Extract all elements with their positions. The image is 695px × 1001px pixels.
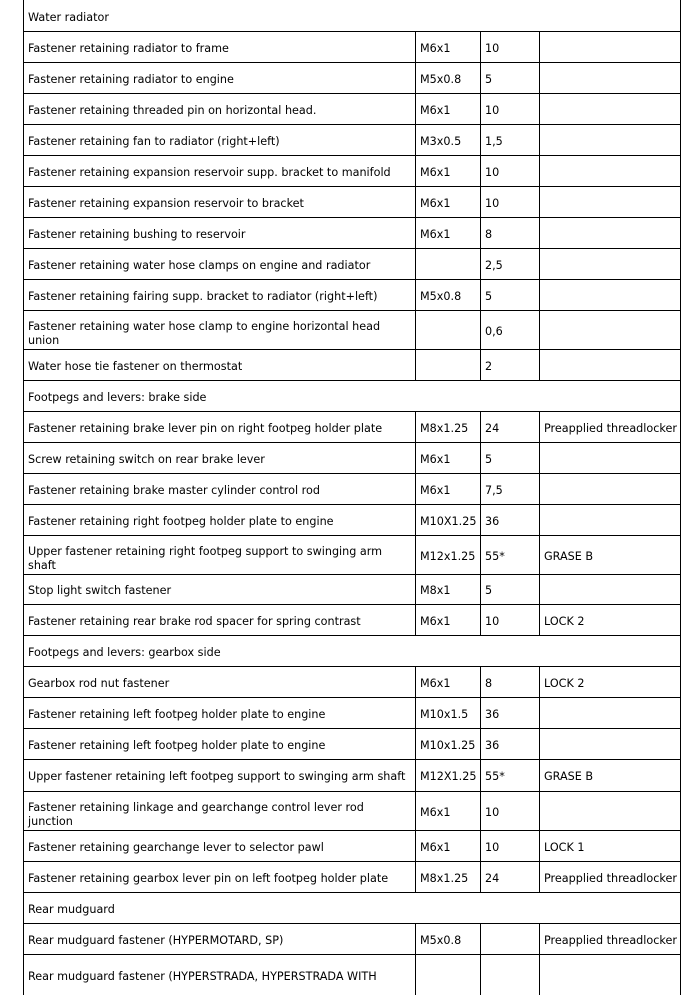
note-cell: GRASE B <box>539 760 680 791</box>
thread-cell: M6x1 <box>415 443 480 473</box>
description-cell <box>24 311 415 349</box>
torque-cell: 1,5 <box>480 125 539 155</box>
torque-cell: 24 <box>480 862 539 892</box>
description-cell: Fastener retaining radiator to frame <box>28 41 229 55</box>
note-cell <box>539 187 680 217</box>
table-row <box>23 729 681 760</box>
thread-cell: M6x1 <box>415 187 480 217</box>
table-row <box>23 474 681 505</box>
description-cell: Fastener retaining gearbox lever pin on left footpeg holder plate <box>28 871 389 885</box>
section-header <box>23 636 681 667</box>
note-cell <box>539 63 680 93</box>
table-row <box>23 280 681 311</box>
table-row <box>23 412 681 443</box>
thread-cell: M12x1.25 <box>415 536 480 574</box>
description-text: Upper fastener retaining right footpeg support to swinging arm shaft <box>28 545 383 572</box>
description-cell <box>24 955 415 995</box>
table-row <box>23 443 681 474</box>
note-cell <box>539 280 680 310</box>
description-cell: Screw retaining switch on rear brake lever <box>28 452 265 466</box>
torque-cell: 0,6 <box>480 311 539 349</box>
note-cell <box>539 443 680 473</box>
thread-cell: M6x1 <box>415 474 480 504</box>
torque-cell: 36 <box>480 698 539 728</box>
thread-cell: M6x1 <box>415 605 480 635</box>
table-row <box>23 698 681 729</box>
thread-cell: M6x1 <box>415 156 480 186</box>
thread-cell: M6x1 <box>415 831 480 861</box>
description-cell: Fastener retaining expansion reservoir to bracket <box>28 196 304 210</box>
thread-cell: M6x1 <box>415 218 480 248</box>
thread-cell <box>415 311 480 349</box>
torque-cell: 10 <box>480 831 539 861</box>
note-cell <box>539 125 680 155</box>
description-cell: Fastener retaining fairing supp. bracket to radiator (right+left) <box>28 289 378 303</box>
table-row <box>23 125 681 156</box>
torque-cell: 55* <box>480 536 539 574</box>
note-cell <box>539 698 680 728</box>
description-text: Rear mudguard fastener (HYPERSTRADA, HYPERSTRADA WITH <box>28 970 377 983</box>
description-cell: Upper fastener retaining left footpeg support to swinging arm shaft <box>28 770 406 783</box>
description-cell: Fastener retaining gearchange lever to selector pawl <box>28 840 324 854</box>
thread-cell: M5x0.8 <box>415 924 480 954</box>
description-cell: Fastener retaining brake lever pin on right footpeg holder plate <box>28 421 383 435</box>
torque-cell: 2,5 <box>480 249 539 279</box>
note-cell: Preapplied threadlocker <box>539 412 680 442</box>
table-row <box>23 63 681 94</box>
description-cell: Stop light switch fastener <box>28 584 172 597</box>
table-row <box>23 760 681 792</box>
note-cell <box>539 32 680 62</box>
torque-cell: 10 <box>480 605 539 635</box>
description-cell: Fastener retaining left footpeg holder plate to engine <box>28 707 326 721</box>
table-row <box>23 924 681 955</box>
thread-cell: M12X1.25 <box>415 760 480 791</box>
torque-cell: 7,5 <box>480 474 539 504</box>
thread-cell: M5x0.8 <box>415 280 480 310</box>
thread-cell: M8x1.25 <box>415 412 480 442</box>
table-row <box>23 187 681 218</box>
thread-cell: M8x1.25 <box>415 862 480 892</box>
torque-cell: 8 <box>480 218 539 248</box>
torque-cell <box>480 924 539 954</box>
note-cell: Preapplied threadlocker <box>539 924 680 954</box>
note-cell: LOCK 2 <box>539 605 680 635</box>
description-cell: Fastener retaining water hose clamps on engine and radiator <box>28 258 371 272</box>
note-cell <box>539 350 680 380</box>
table-row <box>23 792 681 831</box>
thread-cell <box>415 249 480 279</box>
note-cell <box>539 505 680 535</box>
note-cell <box>539 729 680 759</box>
table-row <box>23 311 681 350</box>
thread-cell: M6x1 <box>415 32 480 62</box>
section-title: Rear mudguard <box>28 902 115 916</box>
description-text: Fastener retaining linkage and gearchange control lever rod junction <box>28 801 364 828</box>
table-row <box>23 605 681 636</box>
torque-cell: 10 <box>480 156 539 186</box>
section-header <box>23 893 681 924</box>
note-cell <box>539 311 680 349</box>
torque-cell: 10 <box>480 187 539 217</box>
thread-cell <box>415 350 480 380</box>
description-cell: Fastener retaining fan to radiator (right+left) <box>28 134 280 148</box>
note-cell <box>539 955 680 995</box>
description-text: Fastener retaining water hose clamp to engine horizontal head union <box>28 320 381 347</box>
torque-cell: 5 <box>480 443 539 473</box>
note-cell <box>539 156 680 186</box>
thread-cell: M6x1 <box>415 792 480 830</box>
torque-cell: 5 <box>480 280 539 310</box>
description-cell <box>24 536 415 574</box>
thread-cell: M10x1.25 <box>415 729 480 759</box>
thread-cell: M8x1 <box>415 575 480 604</box>
torque-cell: 5 <box>480 575 539 604</box>
thread-cell: M6x1 <box>415 667 480 697</box>
description-cell: Fastener retaining threaded pin on horizontal head. <box>28 103 317 117</box>
note-cell <box>539 474 680 504</box>
description-cell: Fastener retaining right footpeg holder plate to engine <box>28 514 334 528</box>
note-cell: Preapplied threadlocker <box>539 862 680 892</box>
table-row <box>23 505 681 536</box>
torque-cell: 36 <box>480 729 539 759</box>
description-cell: Water hose tie fastener on thermostat <box>28 359 243 373</box>
note-cell <box>539 218 680 248</box>
torque-cell <box>480 955 539 995</box>
thread-cell: M5x0.8 <box>415 63 480 93</box>
table-row <box>23 32 681 63</box>
description-cell: Fastener retaining brake master cylinder control rod <box>28 483 320 497</box>
table-row <box>23 156 681 187</box>
thread-cell: M6x1 <box>415 94 480 124</box>
table-row <box>23 575 681 605</box>
torque-cell: 8 <box>480 667 539 697</box>
torque-cell: 24 <box>480 412 539 442</box>
description-cell: Fastener retaining left footpeg holder plate to engine <box>28 738 326 752</box>
description-cell <box>24 792 415 830</box>
description-cell: Fastener retaining rear brake rod spacer for spring contrast <box>28 614 361 628</box>
torque-cell: 55* <box>480 760 539 791</box>
torque-cell: 10 <box>480 94 539 124</box>
table-row <box>23 667 681 698</box>
note-cell <box>539 575 680 604</box>
note-cell: LOCK 1 <box>539 831 680 861</box>
table-row <box>23 536 681 575</box>
thread-cell: M10X1.25 <box>415 505 480 535</box>
section-title: Footpegs and levers: gearbox side <box>28 645 221 659</box>
note-cell <box>539 249 680 279</box>
torque-table <box>23 0 681 995</box>
torque-cell: 10 <box>480 792 539 830</box>
table-row <box>23 831 681 862</box>
torque-cell: 5 <box>480 63 539 93</box>
description-cell: Fastener retaining radiator to engine <box>28 72 234 86</box>
note-cell <box>539 94 680 124</box>
torque-cell: 10 <box>480 32 539 62</box>
thread-cell: M10x1.5 <box>415 698 480 728</box>
note-cell: GRASE B <box>539 536 680 574</box>
thread-cell <box>415 955 480 995</box>
table-row <box>23 350 681 381</box>
torque-cell: 36 <box>480 505 539 535</box>
table-row <box>23 862 681 893</box>
table-row <box>23 94 681 125</box>
description-cell: Fastener retaining expansion reservoir supp. bracket to manifold <box>28 165 391 179</box>
note-cell <box>539 792 680 830</box>
table-row <box>23 218 681 249</box>
section-header <box>23 0 681 32</box>
description-cell: Rear mudguard fastener (HYPERMOTARD, SP) <box>28 933 284 947</box>
thread-cell: M3x0.5 <box>415 125 480 155</box>
note-cell: LOCK 2 <box>539 667 680 697</box>
section-title: Water radiator <box>28 11 109 24</box>
description-cell: Fastener retaining bushing to reservoir <box>28 227 246 241</box>
description-cell: Gearbox rod nut fastener <box>28 676 170 690</box>
table-row <box>23 955 681 995</box>
torque-cell: 2 <box>480 350 539 380</box>
section-title: Footpegs and levers: brake side <box>28 390 207 404</box>
table-row <box>23 249 681 280</box>
section-header <box>23 381 681 412</box>
